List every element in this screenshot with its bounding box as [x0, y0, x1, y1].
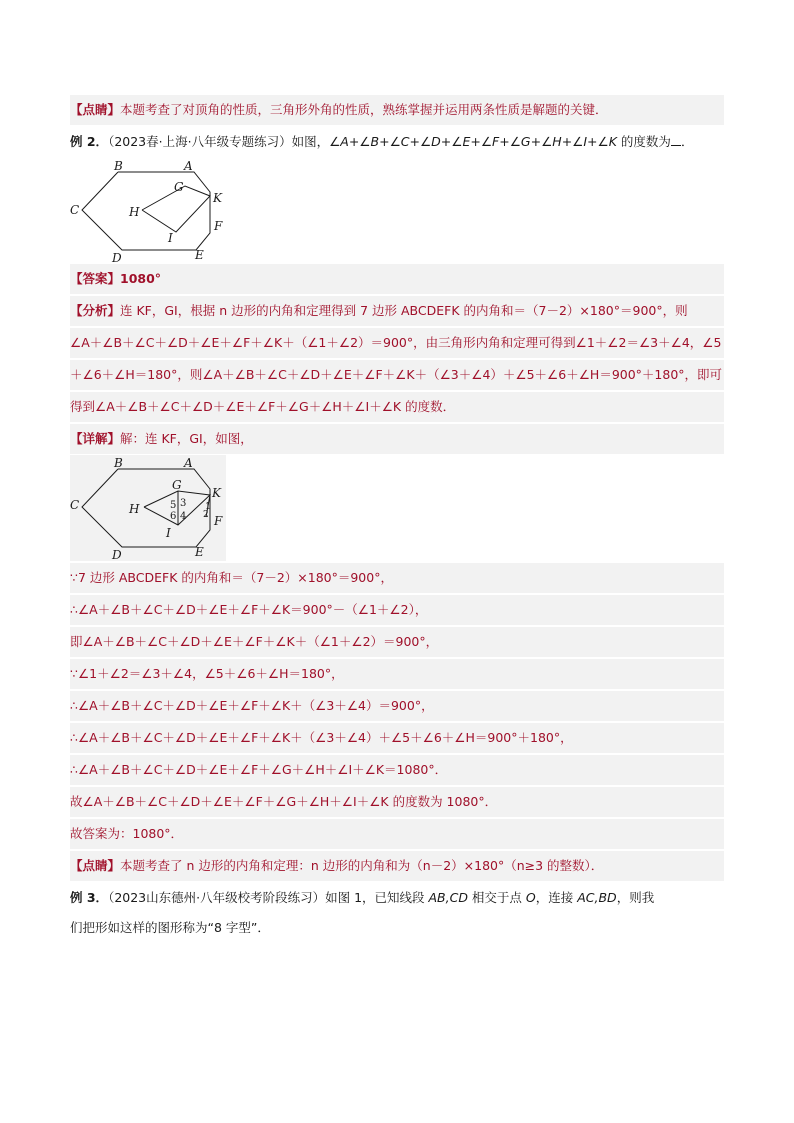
point-name: O — [525, 890, 536, 905]
answer-value: 1080° — [120, 271, 162, 286]
analysis-line-2 — [70, 328, 724, 358]
label-A: A — [184, 159, 193, 173]
label-H: H — [129, 205, 140, 219]
answer-row — [70, 264, 724, 294]
analysis-tag: 【分析】 — [70, 303, 121, 318]
step-4-text: ∵∠1＋∠2＝∠3＋∠4，∠5＋∠6＋∠H＝180°， — [70, 666, 344, 681]
example-source: （2023春·上海·八年级专题练习）如图， — [108, 134, 330, 149]
label-F: F — [214, 219, 223, 233]
segment-names: AB,CD — [428, 890, 468, 905]
label-F: F — [214, 514, 223, 528]
comment-text: 本题考查了对顶角的性质，三角形外角的性质，熟练掌握并运用两条性质是解题的关键． — [120, 102, 608, 117]
angle-4-label: 4 — [180, 511, 187, 522]
answer-tag: 【答案】 — [70, 271, 121, 286]
heptagon-figure-2 — [70, 455, 226, 561]
comment-tag: 【点睛】 — [70, 858, 121, 873]
angle-3-label: 3 — [180, 498, 187, 509]
text-fragment: ，则我 — [616, 890, 655, 905]
step-7 — [70, 755, 724, 785]
step-3 — [70, 627, 724, 657]
example-3-question — [70, 883, 724, 913]
label-G: G — [172, 478, 182, 492]
step-5 — [70, 691, 724, 721]
example-3-line-2 — [70, 913, 724, 943]
heptagon-figure-1 — [70, 158, 240, 264]
label-K: K — [213, 191, 222, 205]
analysis-line-4 — [70, 392, 724, 422]
example-label: 例 3． — [70, 890, 109, 905]
step-3-text: 即∠A＋∠B＋∠C＋∠D＋∠E＋∠F＋∠K＋（∠1＋∠2）＝900°， — [70, 634, 439, 649]
step-2-text: ∴∠A＋∠B＋∠C＋∠D＋∠E＋∠F＋∠K＝900°－（∠1＋∠2）， — [70, 602, 428, 617]
label-A: A — [184, 456, 193, 470]
step-6 — [70, 723, 724, 753]
label-E: E — [195, 248, 204, 262]
label-D: D — [112, 548, 122, 561]
step-2 — [70, 595, 724, 625]
analysis-text-4: 得到∠A＋∠B＋∠C＋∠D＋∠E＋∠F＋∠G＋∠H＋∠I＋∠K 的度数． — [70, 399, 456, 414]
example-2-question: 例 2．（2023春·上海·八年级专题练习）如图，∠A+∠B+∠C+∠D+∠E+∠F+∠G+∠H+∠I+∠K 的度数为 ． — [70, 134, 694, 149]
angle-5-label: 5 — [170, 500, 177, 511]
step-1 — [70, 563, 724, 593]
step-4 — [70, 659, 724, 689]
analysis-line-3 — [70, 360, 724, 390]
step-1-text: ∵7 边形 ABCDEFK 的内角和＝（7－2）×180°＝900°， — [70, 570, 393, 585]
heptagon-outline — [82, 172, 210, 250]
detail-text: 解：连 KF，GI，如图， — [120, 431, 253, 446]
label-B: B — [114, 456, 123, 470]
answer-blank — [671, 133, 681, 146]
question-tail: 的度数为 — [616, 134, 671, 149]
example-label: 例 2． — [70, 134, 109, 149]
example-3-text-2: 们把形如这样的图形称为“8 字型”． — [70, 920, 270, 935]
step-9-text: 故答案为：1080°． — [70, 826, 184, 841]
segment-names-2: AC,BD — [577, 890, 617, 905]
label-H: H — [129, 502, 140, 516]
label-E: E — [195, 545, 204, 559]
label-G: G — [174, 180, 184, 194]
example-source: （2023山东德州·八年级校考阶段练习）如图 1，已知线段 — [108, 890, 429, 905]
label-C: C — [70, 498, 80, 512]
step-8 — [70, 787, 724, 817]
comment-tag: 【点睛】 — [70, 102, 121, 117]
detail-row — [70, 424, 724, 454]
text-fragment: ，连接 — [535, 890, 578, 905]
comment-row-1 — [70, 95, 724, 125]
analysis-line-1 — [70, 296, 724, 326]
step-7-text: ∴∠A＋∠B＋∠C＋∠D＋∠E＋∠F＋∠G＋∠H＋∠I＋∠K＝1080°． — [70, 762, 448, 777]
label-K: K — [212, 486, 221, 500]
comment-text: 本题考查了 n 边形的内角和定理：n 边形的内角和为（n－2）×180°（n≥3 的整数）． — [120, 858, 604, 873]
label-B: B — [114, 159, 123, 173]
analysis-text-1: 连 KF，GI，根据 n 边形的内角和定理得到 7 边形 ABCDEFK 的内角和＝（7－2）×180°＝900°，则 — [120, 303, 688, 318]
comment-row-2 — [70, 851, 724, 881]
angle-6-label: 6 — [170, 511, 177, 522]
analysis-text-3: ＋∠6＋∠H＝180°，则∠A＋∠B＋∠C＋∠D＋∠E＋∠F＋∠K＋（∠3＋∠4）＋∠5＋∠6＋∠H＝900°＋180°，即可 — [70, 367, 723, 382]
angle-2-label: 2 — [203, 510, 209, 520]
analysis-text-2: ∠A＋∠B＋∠C＋∠D＋∠E＋∠F＋∠K＋（∠1＋∠2）＝900°，由三角形内角和定理可得到∠1＋∠2＝∠3＋∠4，∠5 — [70, 335, 722, 350]
angle-1-label: 1 — [205, 502, 211, 512]
label-I: I — [168, 231, 173, 245]
step-8-text: 故∠A＋∠B＋∠C＋∠D＋∠E＋∠F＋∠G＋∠H＋∠I＋∠K 的度数为 1080°． — [70, 794, 498, 809]
label-C: C — [70, 203, 80, 217]
label-D: D — [112, 251, 122, 264]
step-9 — [70, 819, 724, 849]
step-6-text: ∴∠A＋∠B＋∠C＋∠D＋∠E＋∠F＋∠K＋（∠3＋∠4）＋∠5＋∠6＋∠H＝900°＋180°， — [70, 730, 573, 745]
label-I: I — [166, 526, 171, 540]
detail-tag: 【详解】 — [70, 431, 121, 446]
text-fragment: 相交于点 — [467, 890, 526, 905]
step-5-text: ∴∠A＋∠B＋∠C＋∠D＋∠E＋∠F＋∠K＋（∠3＋∠4）＝900°， — [70, 698, 434, 713]
angle-expression: ∠A+∠B+∠C+∠D+∠E+∠F+∠G+∠H+∠I+∠K — [329, 134, 617, 149]
